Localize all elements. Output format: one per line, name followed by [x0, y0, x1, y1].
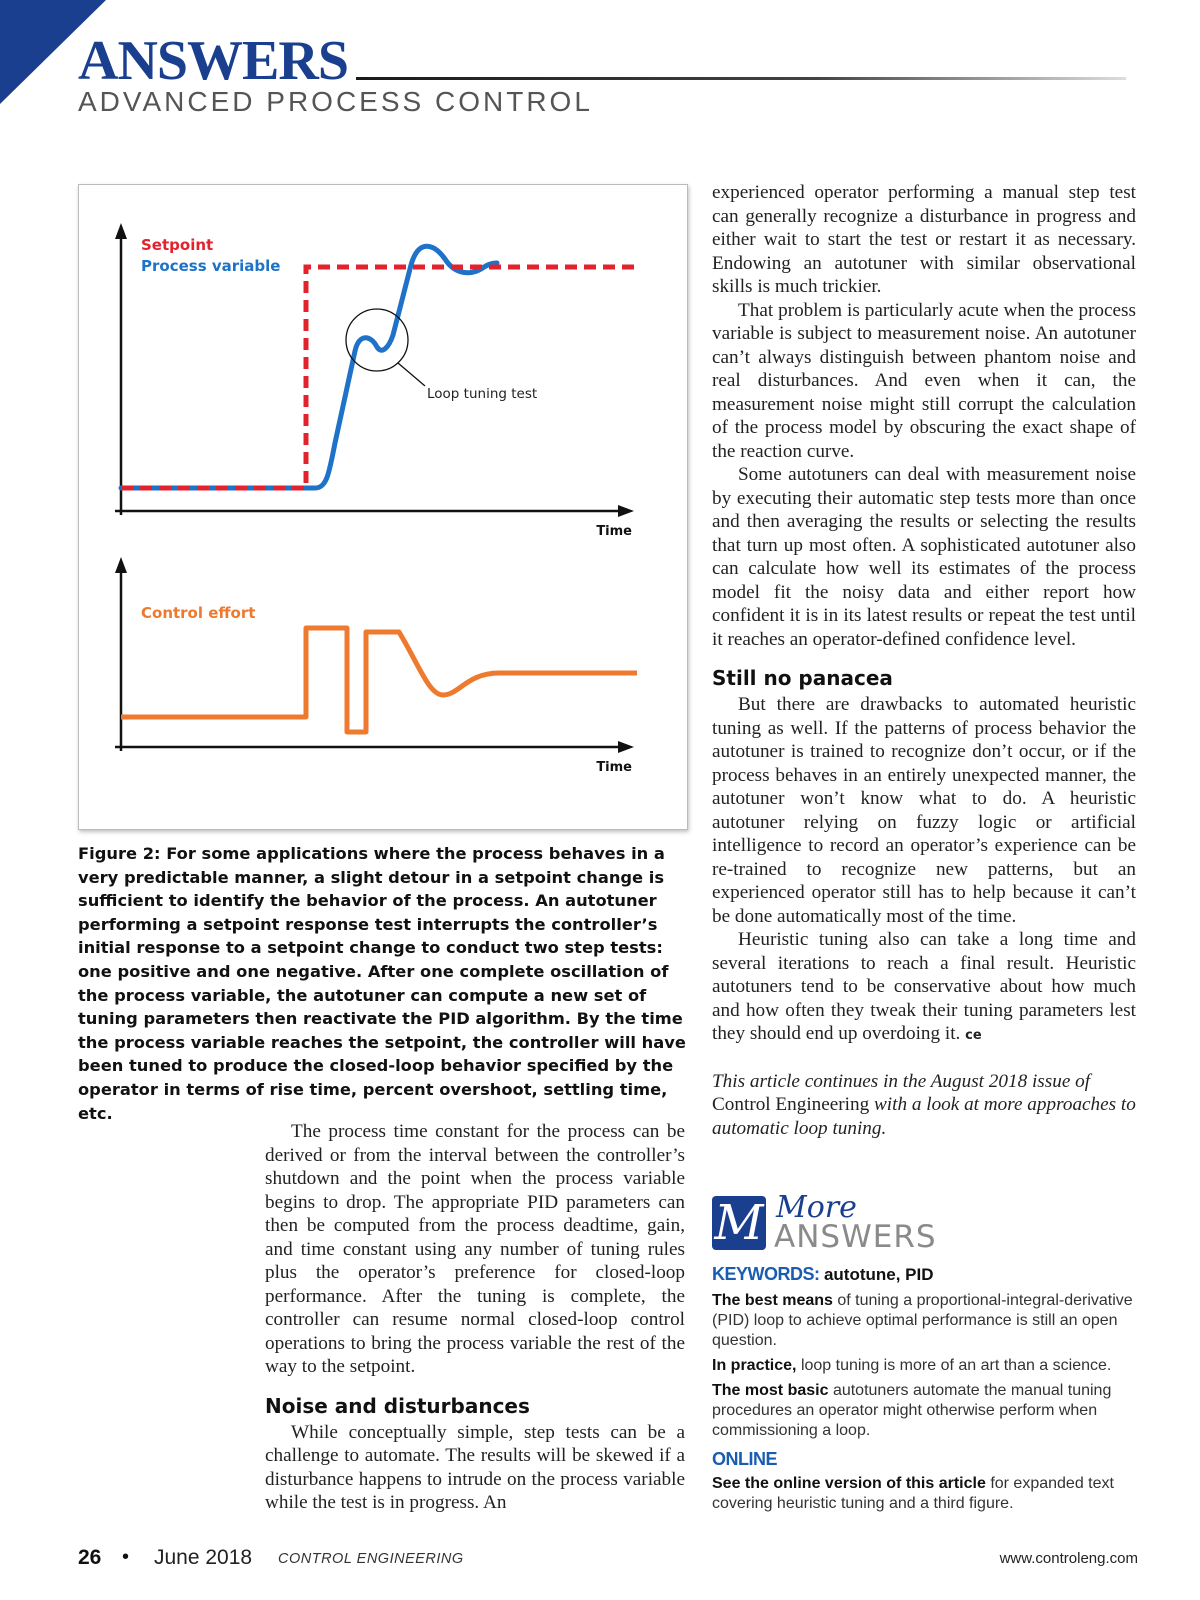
m-badge-icon: M	[712, 1196, 766, 1250]
paragraph: experienced operator performing a manual step test can generally recognize a disturbance in progress and either wait to start the test or restart it as necessary. Endowing an autotuner with similar observational skills is much trickier.	[712, 182, 1136, 297]
magazine-name: CONTROL ENGINEERING	[278, 1551, 464, 1567]
page-footer	[78, 1546, 1138, 1576]
continuation-note	[712, 1070, 1136, 1141]
more-word: More	[776, 1190, 857, 1225]
continuation-magazine: Control Engineering	[712, 1094, 870, 1115]
heading-noise-disturbances: Noise and disturbances	[265, 1393, 530, 1418]
paragraph: Some autotuners can deal with measurement noise by executing their automatic step tests more than once and then averaging the results or selecting the results that turn up most often. A sophisticated autotuner also can calculate how well its estimates of the process model fit the noisy data and either report how confident it is in its latest results or repeat the test until it reaches an operator-defined confidence level.	[712, 464, 1136, 650]
bullet-text: loop tuning is more of an art than a science.	[800, 1357, 1112, 1374]
top-x-arrow	[618, 505, 634, 517]
bottom-y-arrow	[115, 557, 127, 573]
page-number: 26	[78, 1546, 102, 1569]
bullet-most-basic	[712, 1381, 1142, 1441]
top-y-arrow	[115, 223, 127, 239]
more-answers-sidebar	[712, 1264, 1142, 1519]
bold-lead: In practice,	[712, 1357, 797, 1374]
heading-still-no-panacea: Still no panacea	[712, 666, 893, 690]
more-answers-logo	[712, 1190, 1142, 1256]
bullet-best-means	[712, 1291, 1142, 1351]
middle-column	[265, 1120, 685, 1515]
bullet-text: autotuners automate the manual tuning procedures an operator might otherwise perform when commissioning a loop.	[712, 1382, 1112, 1439]
paragraph: But there are drawbacks to automated heuristic tuning as well. If the patterns of process behavior the autotuner is trained to recognize don’t occur, or if the process behaves in an entirely unexpected manner, the autotuner won’t know what to do. A heuristic autotuner relying on fuzzy logic or artificial intelligence to record an operator’s experience can be re-trained to recognize new patterns, but an experienced operator still has to help because it can’t be done automatically most of the time.	[712, 694, 1136, 927]
bullet-text: of tuning a proportional-integral-derivative (PID) loop to achieve optimal performance is still an open question.	[712, 1292, 1133, 1349]
setpoint-line	[121, 267, 639, 488]
paragraph-text: Heuristic tuning also can take a long time and several iterations to reach a final result. Heuristic autotuners tend to be conservative about how much and how often they tweak their tuning parameters lest they should end up overdoing it.	[712, 929, 1136, 1044]
online-link[interactable]: See the online version of this article	[712, 1475, 986, 1492]
process-variable-curve	[121, 246, 497, 488]
figure-svg	[79, 185, 687, 829]
figure-2	[78, 184, 688, 830]
legend-control-effort: Control effort	[141, 604, 256, 622]
keywords-value: autotune, PID	[823, 1265, 934, 1284]
bold-lead: The best means	[712, 1292, 833, 1309]
keywords-line	[712, 1264, 1142, 1286]
bottom-time-label: Time	[596, 760, 632, 775]
figure-caption: Figure 2: For some applications where the process behaves in a very predictable manner, a slight detour in a setpoint change is sufficient to identify the behavior of the process. An autotuner performing a setpoint response test interrupts the controller’s initial response to a setpoint change to conduct two step tests: one positive and one negative. After one complete oscillation of the process variable, the autotuner can compute a new set of tuning parameters then reactivate the PID algorithm. By the time the process variable reaches the setpoint, the controller will have been tuned to produce the closed-loop behavior specified by the operator in terms of rise time, percent overshoot, settling time, etc.	[78, 844, 686, 1123]
bottom-x-arrow	[618, 741, 634, 753]
header-rule	[356, 77, 1126, 80]
right-column	[712, 181, 1136, 1140]
annotation-loop-tuning-test: Loop tuning test	[427, 386, 538, 402]
footer-bullet: •	[122, 1546, 130, 1568]
annotation-leader	[398, 363, 425, 386]
keywords-label: KEYWORDS:	[712, 1264, 820, 1284]
answers-word: ANSWERS	[774, 1219, 937, 1255]
bold-lead: The most basic	[712, 1382, 829, 1399]
continuation-text-b: with a look at more approaches to automatic loop tuning.	[712, 1094, 1136, 1139]
top-time-label: Time	[596, 524, 632, 539]
continuation-text-a: This article continues in the August 2018 issue of	[712, 1070, 1091, 1092]
issue-date: June 2018	[154, 1546, 253, 1569]
legend-setpoint: Setpoint	[141, 236, 214, 254]
control-effort-curve	[121, 628, 637, 732]
section-title: ANSWERS	[78, 30, 348, 92]
paragraph-final	[712, 928, 1136, 1048]
legend-process-variable: Process variable	[141, 257, 281, 275]
ce-end-mark: ce	[965, 1028, 982, 1043]
website-url[interactable]: www.controleng.com	[999, 1550, 1138, 1567]
paragraph: The process time constant for the process can be derived or from the interval between the controller’s shutdown and the point when the process variable begins to drop. The appropriate PID parameters can then be computed from the process deadtime, gain, and time constant using any number of tuning rules plus the operator’s preference for closed-loop performance. After the tuning is complete, the controller can resume normal closed-loop control operations to bring the process variable the rest of the way to the setpoint.	[265, 1121, 685, 1377]
online-label: ONLINE	[712, 1449, 778, 1469]
bullet-in-practice	[712, 1356, 1142, 1376]
loop-tuning-circle	[346, 309, 408, 371]
online-note	[712, 1474, 1142, 1514]
paragraph: That problem is particularly acute when the process variable is subject to measurement noise. An autotuner can’t always distinguish between phantom noise and real disturbances. And even when it can, the measurement noise might still corrupt the calculation of the process model by obscuring the exact shape of the reaction curve.	[712, 299, 1136, 462]
section-subtitle: ADVANCED PROCESS CONTROL	[78, 86, 593, 117]
paragraph: While conceptually simple, step tests can be a challenge to automate. The results will be skewed if a disturbance happens to intrude on the process variable while the test is in progress. An	[265, 1421, 685, 1513]
online-text: for expanded text covering heuristic tuning and a third figure.	[712, 1475, 1114, 1512]
